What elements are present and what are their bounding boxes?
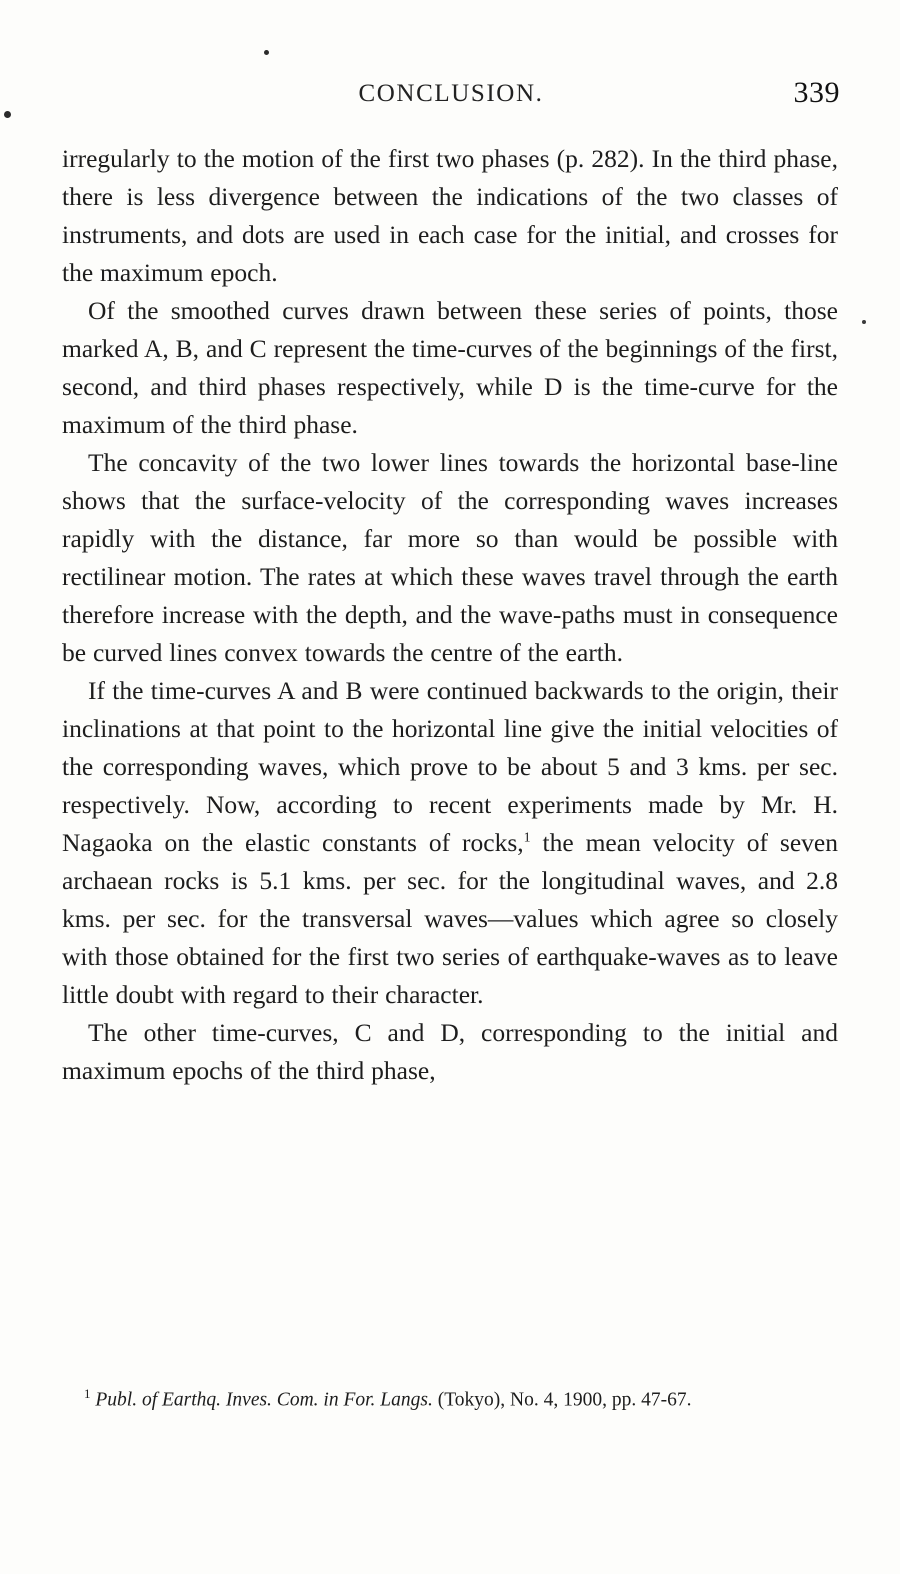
page-speck-right-icon [862,320,866,324]
page-number: 339 [793,76,840,109]
running-head [62,76,840,116]
paragraph-4 [62,672,838,1014]
paragraph-4-part-1: If the time-curves A and B were continued backwards to the origin, their inclinations at that point to the horizontal line give the initial velocities of the corresponding waves, which prove to be about 5 and 3 kms. per sec. respectively. Now, according to recent experiments made by Mr. H. Nagaoka on the elastic constants of rocks, [62,676,838,857]
paragraph-5: The other time-curves, C and D, corresponding to the initial and maximum epochs of the third phase, [62,1018,838,1085]
footnote-marker: 1 [84,1386,91,1401]
footnote-rest: (Tokyo), No. 4, 1900, pp. 47-67. [432,1389,692,1411]
footnote-reference: 1 [523,830,531,846]
running-title: CONCLUSION. [358,80,544,107]
paragraph-4-part-2: the mean velocity of seven archaean rocks is 5.1 kms. per sec. for the longitudinal waves, and 2.8 kms. per sec. for the transversal waves—values which agree so closely with those obtained for the first two series of earthquake-waves as to leave little doubt with regard to their character. [62,828,838,1009]
paragraph-1: irregularly to the motion of the first two phases (p. 282). In the third phase, there is less divergence between the indications of the two classes of instruments, and dots are used in each case for the initial, and crosses for the maximum epoch. [62,144,838,287]
paragraph-3: The concavity of the two lower lines towards the horizontal base-line shows that the surface-velocity of the corresponding waves increases rapidly with the distance, far more so than would be possible with rectilinear motion. The rates at which these waves travel through the earth therefore increase with the depth, and the wave-paths must in consequence be curved lines convex towards the centre of the earth. [62,448,838,667]
page-speck-icon [4,111,11,118]
body-text [62,140,838,1090]
footnote-text [62,1378,838,1416]
footnote-title: Publ. of Earthq. Inves. Com. in For. Langs. [95,1389,433,1411]
paragraph-2: Of the smoothed curves drawn between these series of points, those marked A, B, and C represent the time-curves of the beginnings of the first, second, and third phases respectively, while D is the time-curve for the maximum of the third phase. [62,296,838,439]
page-speck-top-icon [264,50,269,55]
footnote-block [62,1378,838,1416]
